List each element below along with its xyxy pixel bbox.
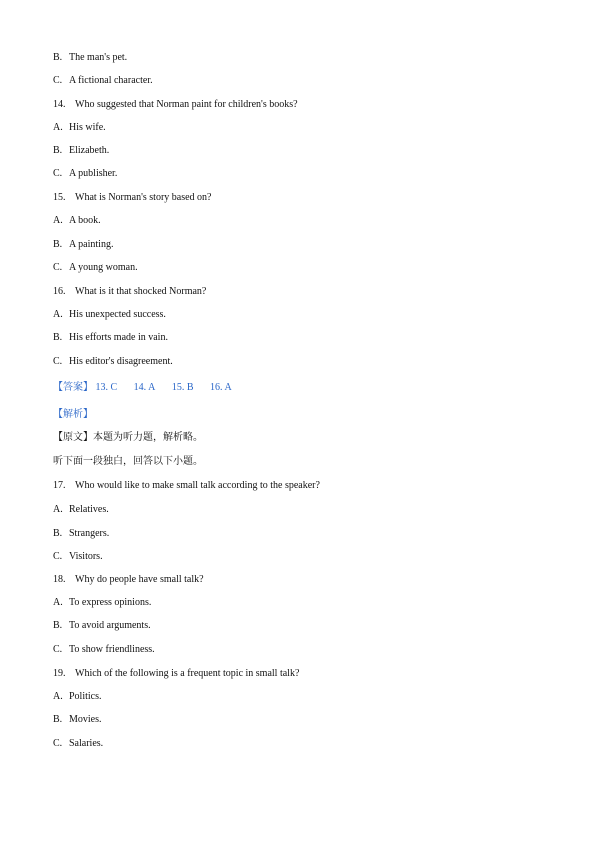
option-c: C. A fictional character. (53, 75, 153, 86)
answer-line (53, 382, 232, 394)
option-b: B. His efforts made in vain. (53, 332, 168, 343)
option-a: A. His wife. (53, 122, 106, 133)
option-c: C. Visitors. (53, 551, 103, 562)
question-16: 16. What is it that shocked Norman? (53, 286, 207, 297)
instruction: 听下面一段独白，回答以下小题。 (53, 456, 203, 467)
question-15: 15. What is Norman's story based on? (53, 192, 212, 203)
original-text: 本题为听力题，解析略。 (93, 432, 203, 443)
option-c: C. His editor's disagreement. (53, 356, 173, 367)
original-label: 【原文】 (53, 432, 93, 443)
option-b: B. Elizabeth. (53, 145, 110, 156)
option-a: A. His unexpected success. (53, 309, 166, 320)
option-c: C. Salaries. (53, 738, 104, 749)
analysis-label: 【解析】 (53, 409, 93, 420)
option-a: A. Politics. (53, 691, 102, 702)
answer-16: 16. A (210, 382, 232, 393)
answer-15: 15. B (171, 382, 194, 393)
option-b: B. A painting. (53, 239, 114, 250)
question-19: 19. Which of the following is a frequent topic in small talk? (53, 668, 300, 679)
answer-14: 14. A (133, 382, 156, 393)
option-a: A. A book. (53, 215, 101, 226)
question-18: 18. Why do people have small talk? (53, 574, 204, 585)
option-b: B. The man's pet. (53, 52, 128, 63)
option-a: A. Relatives. (53, 504, 109, 515)
option-c: C. A publisher. (53, 168, 118, 179)
answer-13: 13. C (95, 382, 118, 393)
answer-label: 【答案】 (53, 382, 93, 393)
option-b: B. Strangers. (53, 528, 110, 539)
option-c: C. A young woman. (53, 262, 138, 273)
question-17: 17. Who would like to make small talk according to the speaker? (53, 480, 320, 491)
original-line (53, 432, 203, 444)
option-c: C. To show friendliness. (53, 644, 155, 655)
option-b: B. To avoid arguments. (53, 620, 151, 631)
question-14: 14. Who suggested that Norman paint for children's books? (53, 99, 298, 110)
option-a: A. To express opinions. (53, 597, 152, 608)
option-b: B. Movies. (53, 714, 102, 725)
